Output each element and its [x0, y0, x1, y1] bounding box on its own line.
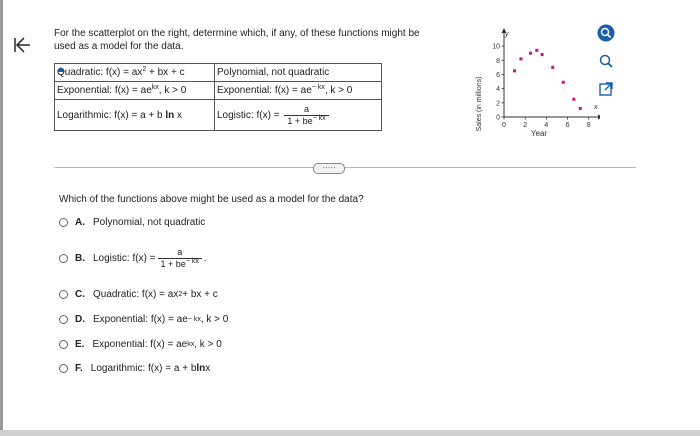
x-tick-label: 4 [544, 122, 549, 129]
radio-c[interactable] [59, 290, 68, 299]
option-b[interactable]: B. Logistic: f(x) = $\frac{a}{1 + be^{- kx}}$ . [59, 247, 207, 270]
chart-points [513, 49, 582, 110]
data-point [535, 49, 538, 52]
logistic-fraction: $\frac{a}{1 + be^{- kx}}$ [284, 104, 328, 127]
cell-exponential-growth: Exponential: $f(x) = ae^{kx}$, k > 0 [55, 82, 215, 100]
expand-more-button[interactable]: ····· [313, 163, 345, 174]
scatterplot [470, 22, 600, 147]
x-tick-label: 2 [523, 122, 528, 129]
x-axis-label: Year [530, 129, 548, 138]
x-tick-label: 6 [565, 122, 570, 129]
option-f[interactable]: F. Logarithmic: f(x) = a + b ln x [59, 363, 210, 374]
table-corner-icon [57, 67, 65, 72]
functions-table [54, 63, 382, 131]
option-d[interactable]: D. Exponential: f(x) = ae − kx , k > 0 [59, 314, 228, 325]
back-to-start-icon[interactable] [12, 35, 32, 55]
data-point [572, 98, 575, 101]
x-axis-arrow [598, 115, 600, 120]
question-prompt [54, 27, 454, 53]
radio-d[interactable] [59, 315, 68, 324]
data-point [519, 57, 522, 60]
zoom-out-icon[interactable] [597, 52, 615, 70]
radio-a[interactable] [59, 218, 68, 227]
cell-exponential-decay: Exponential: $f(x) = ae^{- kx}$, k > 0 [215, 82, 382, 100]
prompt-line-1: For the scatterplot on the right, determine which, if any, of these functions might be [54, 28, 420, 39]
y-tick-label: 4 [496, 86, 500, 94]
bottom-edge [0, 430, 700, 436]
question-text: Which of the functions above might be used as a model for the data? [59, 194, 364, 205]
radio-b[interactable] [59, 254, 68, 263]
data-point [541, 53, 544, 56]
data-point [551, 66, 554, 69]
cell-logistic: Logistic: f(x) = $\frac{a}{1 + be^{- kx}}$ [215, 100, 382, 131]
y-tick-label: 2 [496, 100, 500, 108]
data-point [529, 52, 532, 55]
cell-quadratic: Quadratic: $f(x) = ax^2$ + bx + c [55, 64, 215, 82]
y-axis-label: Sales (in millions) [476, 76, 483, 132]
x-tick-label: 8 [586, 122, 591, 129]
option-c[interactable]: C. Quadratic: f(x) = ax 2 + bx + c [59, 289, 218, 300]
x-axis-letter: x [594, 104, 598, 111]
option-b-fraction: $\frac{a}{1 + be^{- kx}}$ [158, 247, 202, 270]
y-tick-label: 6 [496, 71, 500, 79]
option-e[interactable]: E. Exponential: f(x) = ae kx , k > 0 [59, 339, 222, 350]
option-a[interactable]: A. Polynomial, not quadratic [59, 217, 205, 228]
left-edge [0, 0, 3, 436]
zoom-in-icon[interactable] [597, 24, 615, 42]
open-external-icon[interactable] [597, 80, 615, 98]
radio-f[interactable] [59, 364, 68, 373]
y-tick-label: 10 [492, 43, 500, 51]
cell-polynomial: Polynomial, not quadratic [215, 64, 382, 82]
x-tick-label: 0 [502, 122, 506, 129]
data-point [579, 107, 582, 110]
y-tick-label: 0 [496, 114, 500, 122]
y-tick-label: 8 [496, 57, 500, 65]
chart-axes [492, 28, 600, 129]
data-point [562, 81, 565, 84]
section-divider [54, 167, 636, 168]
cell-logarithmic: Logarithmic: f(x) = a + b ln x [55, 100, 215, 131]
prompt-line-2: used as a model for the data. [54, 41, 184, 52]
data-point [513, 69, 516, 72]
y-axis-letter: y [505, 31, 509, 38]
radio-e[interactable] [59, 340, 68, 349]
